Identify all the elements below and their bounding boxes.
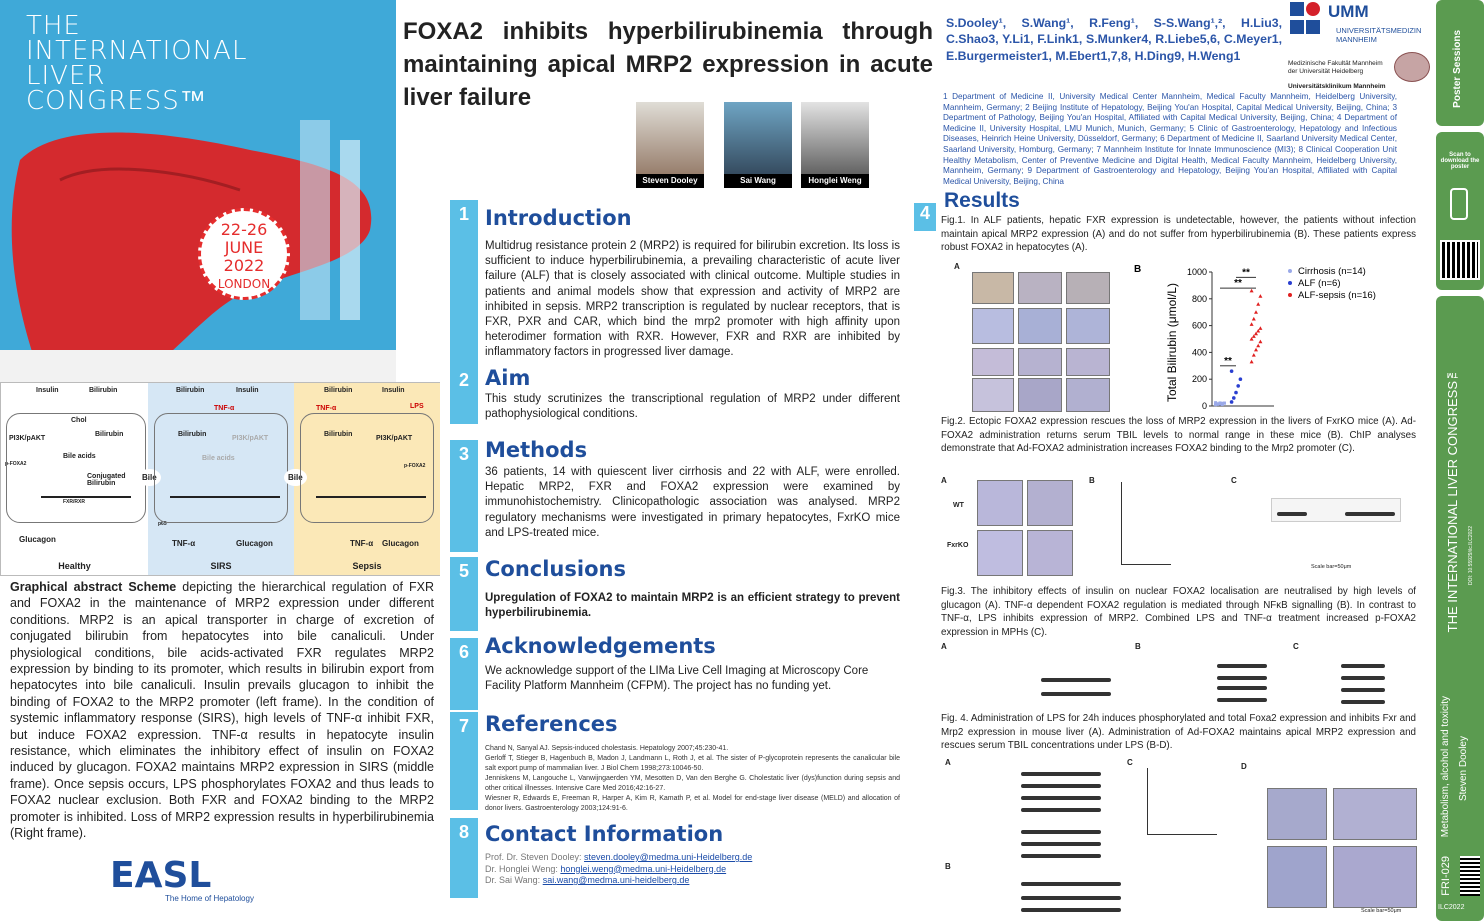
section-number-6: 6: [450, 638, 478, 710]
fig1b-legend-swatch: [1288, 293, 1292, 297]
fig1b-legend-swatch: [1288, 269, 1292, 273]
section-number-8: 8: [450, 818, 478, 898]
fig1b-bilirubin-chart: [1132, 262, 1412, 414]
fig1b-data-point: [1254, 348, 1258, 352]
email-link-wang[interactable]: sai.wang@medma.uni-heidelberg.de: [542, 875, 690, 885]
section-number-3: 3: [450, 440, 478, 552]
section-title-acknowledgements: Acknowledgements: [485, 634, 716, 658]
fig1b-data-point: [1230, 369, 1234, 373]
fig1b-legend-label: ALF-sepsis (n=16): [1298, 290, 1376, 301]
fig1b-significance-label: **: [1242, 267, 1250, 279]
author-photo-wang: Sai Wang: [724, 102, 792, 188]
fig1b-data-point: [1258, 294, 1262, 298]
reference-item: Chand N, Sanyal AJ. Sepsis-induced cholestasis. Hepatology 2007;45:230-41.: [485, 745, 729, 752]
ga-caption: Graphical abstract Scheme depicting the hierarchical regulation of FXR and FOXA2 in the maintenance of MRP2 expression under different conditions. MRP2 is an apical transporter in charge of excretion of conjugated bilirubin from hepatocytes into bile canaliculi. Under physiological conditions, bile acids-activated FXR regulates MRP2 expression by binding to its promoter, which results in bilirubin export from hepatocytes into bile canaliculi. Insulin prevails glucagon to inhibit the binding of FOXA2 to the MRP2 promoter (left frame). In the condition of systemic inflammatory response (SIRS), high levels of TNF-α inhibit FXR, but induce FOXA2 expression. TNF-α results in hepatocyte insulin resistance, which eliminates the inhibitory effect of insulin on FOXA2 induced by glucagon. FOXA2 maintains MRP2 expression in SIRS (middle frame). Once sepsis occurs, LPS phosphorylates FOXA2 and thus leads to FOXA2 nuclear exclusion. Both FXR and FOXA2 binding to the MRP2 promoter is inhibited. Loss of MRP2 expression results in hyperbilirubinemia (Right frame).: [10, 580, 434, 841]
section-title-aim: Aim: [485, 366, 531, 390]
contact-list: Prof. Dr. Steven Dooley: steven.dooley@medma.uni-Heidelberg.de Dr. Honglei Weng: honglei.weng@medma.uni-Heidelberg.de Dr. Sai Wang: sai.wang@medma.uni-heidelberg.de: [485, 852, 753, 885]
fig1b-data-point: [1250, 322, 1254, 326]
fig1b-y-tick-label: 0: [1201, 401, 1207, 411]
fig1b-significance-label: **: [1234, 278, 1242, 290]
fig1b-y-axis-label: Total Bilirubin (μmol/L): [1165, 283, 1179, 402]
poster-title: FOXA2 inhibits hyperbilirubinemia through maintaining apical MRP2 expression in acute liver failure: [403, 18, 933, 111]
ga-healthy-panel: Insulin Bilirubin Chol PI3K/pAKT Bilirubin Bile acids Conjugated Bilirubin p-FOXA2 FXR/RXR Glucagon Healthy: [1, 383, 148, 575]
easl-logo: EASL The Home of Hepatology: [110, 855, 254, 903]
section-title-references: References: [485, 712, 618, 736]
section-number-2: 2: [450, 366, 478, 424]
fig4-caption: Fig. 4. Administration of LPS for 24h induces phosphorylated and total Foxa2 expression and inhibits Fxr and Mrp2 expression in mouse liver (A). Administration of Ad-FOXA2 maintains apical MRP2 expression and rescues serum TBIL concentrations under LPS (B-D).: [941, 713, 1416, 751]
section-body-methods: 36 patients, 14 with quiescent liver cirrhosis and 22 with ALF, were enrolled. Hepatic MRP2, FXR and FOXA2 expression were examined by immunohistochemistry. Clinicopathologic association was analysed. MRP2 regulatory mechanisms were investigated in primary hepatocytes, FxrKO mice and LPS-treated mice.: [485, 466, 900, 539]
fig1b-data-point: [1258, 326, 1262, 330]
section-title-results: Results: [944, 189, 1020, 212]
svg-text:B: B: [1134, 264, 1142, 275]
fig1b-legend-label: ALF (n=6): [1298, 278, 1341, 289]
fig3-western-blots: A B C: [941, 642, 1416, 710]
fig1a-micrographs: A: [952, 262, 1112, 412]
congress-banner: [0, 0, 396, 382]
fig2-panels: A WT FxrKO B C Scale bar=50μm: [941, 472, 1416, 584]
section-title-contact: Contact Information: [485, 822, 724, 846]
fig1b-data-point: [1221, 403, 1224, 406]
fig1b-y-tick-label: 600: [1191, 320, 1207, 331]
ga-sepsis-panel: Bilirubin Insulin TNF-α LPS PI3K/pAKT Bilirubin p-FOXA2 TNF-α Glucagon Bile Sepsis: [294, 383, 440, 575]
fig1b-y-tick-label: 200: [1191, 374, 1207, 385]
fig1b-y-tick-label: 400: [1191, 347, 1207, 358]
fig1b-y-tick-label: 800: [1191, 293, 1207, 304]
fig1b-data-point: [1252, 317, 1256, 321]
sidebar-logo-block: Poster Sessions: [1436, 0, 1484, 126]
section-number-4: 4: [914, 203, 936, 231]
fig1b-data-point: [1236, 384, 1240, 388]
fig1b-legend-swatch: [1288, 281, 1292, 285]
fig1b-data-point: [1250, 289, 1254, 293]
section-number-1: 1: [450, 200, 478, 368]
section-title-methods: Methods: [485, 438, 588, 462]
section-body-acknowledgements: We acknowledge support of the LIMa Live Cell Imaging at Microscopy Core Facility Platform Mannheim (CFPM). The project has no funding yet.: [485, 665, 869, 693]
fig3-caption: Fig.3. The inhibitory effects of insulin on nuclear FOXA2 localisation are neutralised by high levels of glucagon (A). TNF-α dependent FOXA2 regulation is mediated through NFκB signalling (B). In contrast to TNF-α, LPS inhibits expression of MRP2. Combined LPS and TNF-α treatment increased p-FOXA2 expression in MPHs (C).: [941, 586, 1416, 638]
fig1b-data-point: [1230, 400, 1234, 404]
fig1b-data-point: [1254, 310, 1258, 314]
date-badge: 22-26 JUNE 2022 LONDON: [198, 208, 290, 300]
fig1b-significance-label: **: [1224, 355, 1232, 367]
section-number-7: 7: [450, 712, 478, 810]
fig1b-data-point: [1256, 302, 1260, 306]
references-list: [485, 744, 900, 814]
section-body-conclusions: Upregulation of FOXA2 to maintain MRP2 is an efficient strategy to prevent hyperbilirubinemia.: [485, 592, 900, 620]
reference-item: Jenniskens M, Langouche L, Vanwijngaerden YM, Mesotten D, Van den Berghe G. Cholestatic liver (dys)function during sepsis and other critical illnesses. Intensive Care Med 2016;42:16-27.: [485, 775, 900, 792]
reference-item: Wiesner R, Edwards E, Freeman R, Harper A, Kim R, Kamath P, et al. Model for end-stage liver disease (MELD) and allocation of donor livers. Gastroenterology 2003;124:91-6.: [485, 795, 900, 812]
umm-logo: UMM UNIVERSITÄTSMEDIZIN MANNHEIM Medizinische Fakultät Mannheim der Universität Heidelberg Universitätsklinikum Mannheim: [1288, 0, 1433, 92]
author-photo-dooley: Steven Dooley: [636, 102, 704, 188]
sidebar-info-block: THE INTERNATIONAL LIVER CONGRESS™ DOI: 10.55929/ilc.ILC2022 Metabolism, alcohol and toxicity Steven Dooley FRI-029 ILC2022: [1436, 296, 1484, 921]
fig1b-data-point: [1239, 377, 1243, 381]
graphical-abstract: [0, 382, 440, 576]
fig1b-data-point: [1252, 353, 1256, 357]
section-title-introduction: Introduction: [485, 206, 632, 230]
fig4-panels: A B C D Scale bar=50μm: [941, 756, 1416, 916]
fig1b-data-point: [1258, 340, 1262, 344]
ga-sirs-panel: Bilirubin Insulin TNF-α PI3K/pAKT Bilirubin Bile acids p65 TNF-α Glucagon Bile SIRS: [148, 383, 294, 575]
fig1-caption: Fig.1. In ALF patients, hepatic FXR expression is undetectable, however, the patients without infection maintain apical MRP2 expression (A) and do not suffer from hyperbilirubinemia (B). These patients express robust FOXA2 in hepatocytes (A).: [941, 215, 1416, 253]
fig1b-data-point: [1256, 344, 1260, 348]
qr-code[interactable]: [1440, 240, 1480, 280]
section-body-introduction: Multidrug resistance protein 2 (MRP2) is required for bilirubin excretion. Its loss is sufficient to induce hyperbilirubinemia, a prevailing characteristic of acute liver failure (ALF) that is closely associated with clinical outcome. Multiple studies in patients and animal models show that expression and activity of MRP2 are inhibited in sepsis. MRP2 transcription is regulated by nuclear receptors, that is FXR, PXR and CAR, which bind the mrp2 promoter with high affinity upon heterodimer formation with RXR. However, FXR and RXR are inhibited by inflammatory factors in progressed liver damage.: [485, 240, 900, 359]
fig2-caption: Fig.2. Ectopic FOXA2 expression rescues the loss of MRP2 expression in the livers of FxrKO mice (A). Ad-FOXA2 administration returns serum TBIL levels to normal range in these mice (B). ChIP analyses demonstrate that Ad-FOXA2 administration increases FOXA2 binding to the Mrp2 promoter (C).: [941, 416, 1416, 454]
right-sidebar: [1436, 0, 1484, 921]
fig1b-y-tick-label: 1000: [1186, 267, 1207, 277]
email-link-weng[interactable]: honglei.weng@medma.uni-Heidelberg.de: [560, 863, 727, 874]
fig1b-data-point: [1232, 396, 1236, 400]
email-link-dooley[interactable]: steven.dooley@medma.uni-Heidelberg.de: [584, 852, 753, 862]
fig1b-legend-label: Cirrhosis (n=14): [1298, 266, 1366, 277]
fig1b-data-point: [1234, 391, 1238, 395]
barcode: [1460, 856, 1480, 896]
author-photo-weng: Honglei Weng: [801, 102, 869, 188]
section-title-conclusions: Conclusions: [485, 557, 626, 581]
section-number-5: 5: [450, 557, 478, 631]
congress-name: THE INTERNATIONAL LIVER CONGRESS™: [26, 11, 248, 116]
sidebar-scan-block: Scan to download the poster: [1436, 132, 1484, 290]
author-list: S.Dooley¹, S.Wang¹, R.Feng¹, S-S.Wang¹,², H.Liu3, C.Shao3, Y.Li1, F.Link1, S.Munker4, R.Liebe5,6, C.Meyer1, E.Burgermeister1, M.Ebert1,7,8, H.Ding9, H.Weng1: [946, 16, 1282, 63]
affiliations: 1 Department of Medicine II, University Medical Center Mannheim, Medical Faculty Mannheim, Heidelberg University, Mannheim, Germany; 2 Beijing Institute of Hepatology, Beijing You'an Hospital, Capital Medical University, Beijing, China; 3 Department of Pathology, Beijing You'an Hospital, Affiliated with Capital Medical University, Beijing, China; 4 Department of Medicine II, University Hospital, LMU Munich, Munich, Germany; 5 Clinic of Gastroenterology, Hepatology and Infectious Diseases, Heinrich Heine University, Düsseldorf, Germany; 6 Department of Medicine II, Saarland University Medical Center, Saarland University, Homburg, Germany; 7 Mannheim Institute for Innate Immunoscience (MI3); 8 Clinical Cooperation Unit Healthy Metabolism, Center of Preventive Medicine and Digital Health, Medical Faculty Mannheim, Heidelberg University, Mannheim, Germany; 9 Department of Gastroenterology and Hepatology, Beijing You'an Hospital, Affiliated with Capital Medical University, Beijing, China: [943, 92, 1397, 186]
section-body-aim: This study scrutinizes the transcriptional regulation of MRP2 under different pathophysiological conditions.: [485, 393, 900, 421]
reference-item: Gerloff T, Stieger B, Hagenbuch B, Madon J, Landmann L, Roth J, et al. The sister of P-glycoprotein represents the canalicular bile salt export pump of mammalian liver. J Biol Chem 1998;273:10046-50.: [485, 755, 900, 772]
phone-icon: [1450, 188, 1468, 220]
fig1b-data-point: [1250, 360, 1254, 364]
